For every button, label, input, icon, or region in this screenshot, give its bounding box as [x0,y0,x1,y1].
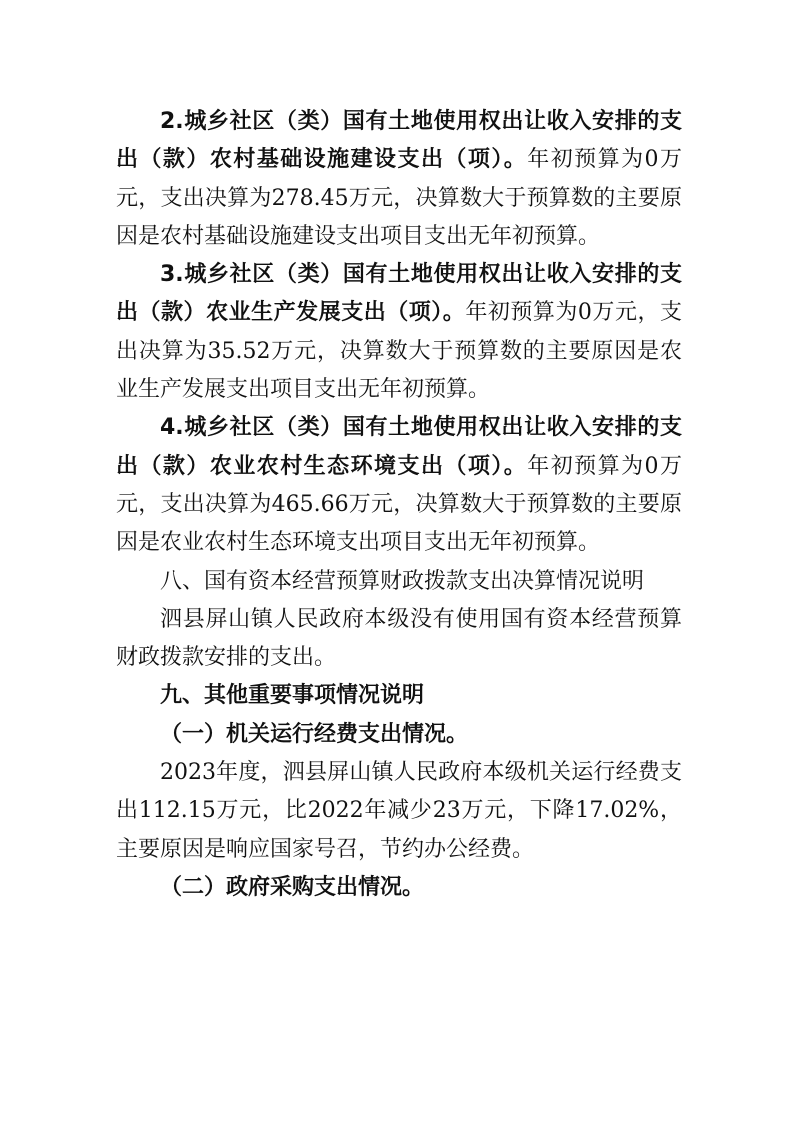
section-9-sub-1-text: 2023年度，泗县屏山镇人民政府本级机关运行经费支出112.15万元，比2022年减少23万元，下降17.02%，主要原因是响应国家号召，节约办公经费。 [116,760,682,862]
item-4-title: 4.城乡社区（类）国有土地使用权出让收入安排的支出（款）农业农村生态环境支出（项）。 [116,415,682,479]
paragraph-item-2 [116,103,682,256]
section-8-text: 泗县屏山镇人民政府本级没有使用国有资本经营预算财政拨款安排的支出。 [116,606,682,671]
item-3-text: 年初预算为0万元，支出决算为35.52万元，决算数大于预算数的主要原因是农业生产发展支出项目支出无年初预算。 [116,300,682,403]
section-9-sub-1-heading: （一）机关运行经费支出情况。 [160,721,469,747]
item-4-text: 年初预算为0万元，支出决算为465.66万元，决算数大于预算数的主要原因是农业农村生态环境支出项目支出无年初预算。 [116,453,682,556]
item-3-title: 3.城乡社区（类）国有土地使用权出让收入安排的支出（款）农业生产发展支出（项）。 [116,262,682,326]
document-body [116,103,682,907]
item-2-title: 2.城乡社区（类）国有土地使用权出让收入安排的支出（款）农村基础设施建设支出（项）。 [116,109,682,173]
paragraph-item-4 [116,409,682,562]
section-9-heading: 九、其他重要事项情况说明 [160,683,425,709]
section-9-sub-2-heading: （二）政府采购支出情况。 [160,874,425,900]
paragraph-item-3 [116,256,682,409]
section-8-heading: 八、国有资本经营预算财政拨款支出决算情况说明 [160,568,645,594]
item-2-text: 年初预算为0万元，支出决算为278.45万元，决算数大于预算数的主要原因是农村基础设施建设支出项目支出无年初预算。 [116,147,682,249]
